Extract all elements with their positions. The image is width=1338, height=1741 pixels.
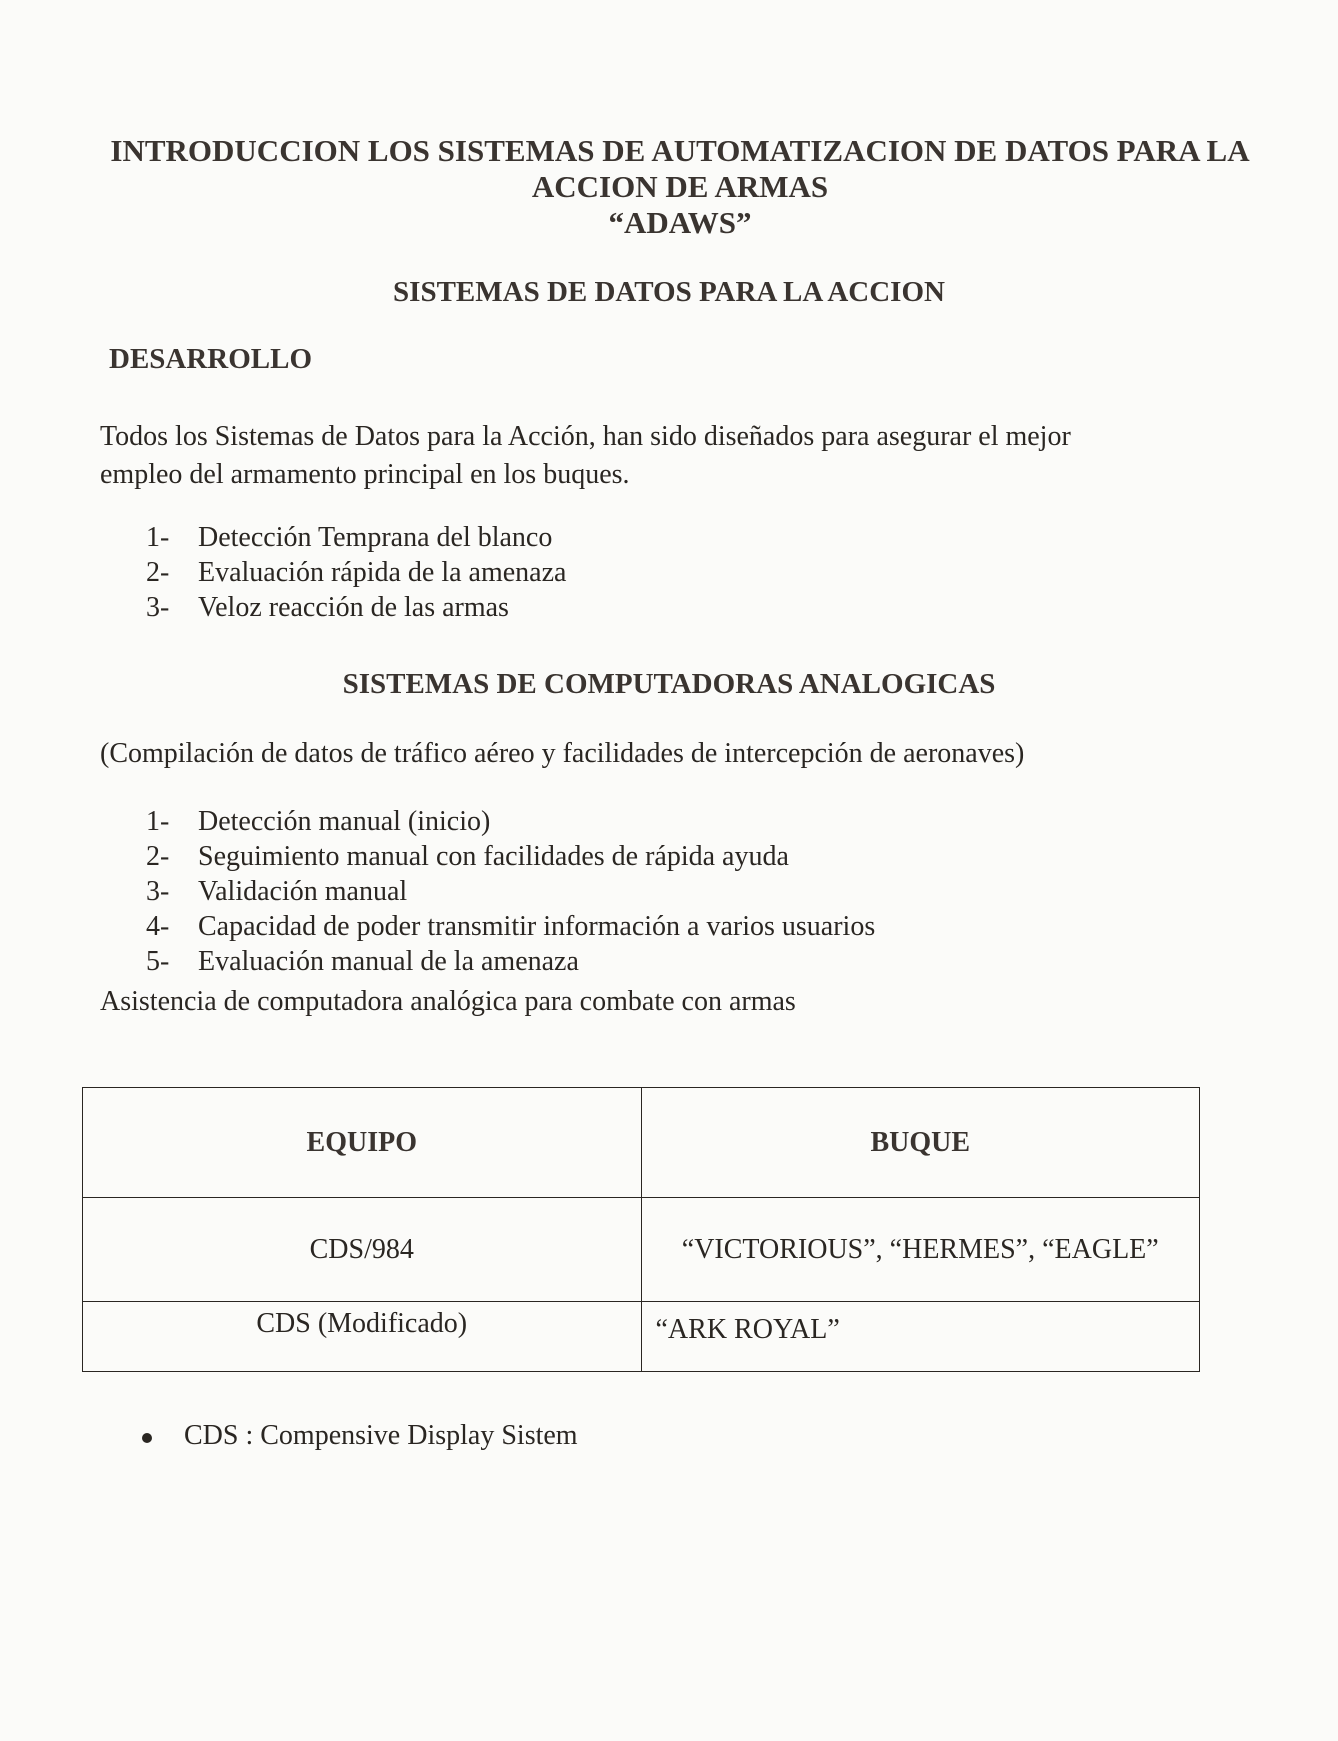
footnote-text: CDS : Compensive Display Sistem (184, 1420, 578, 1451)
table-cell: “ARK ROYAL” (641, 1302, 1200, 1372)
paragraph-line-2: empleo del armamento principal en los buques. (100, 459, 630, 490)
list-item: 3- Validación manual (146, 876, 408, 907)
table-cell: “VICTORIOUS”, “HERMES”, “EAGLE” (641, 1198, 1200, 1302)
list-item: 5- Evaluación manual de la amenaza (146, 946, 579, 977)
section-heading-computadoras: SISTEMAS DE COMPUTADORAS ANALOGICAS (342, 668, 996, 700)
desarrollo-paragraph (100, 418, 1071, 494)
bullet-icon (142, 1433, 152, 1443)
computadoras-list (146, 804, 875, 979)
footnote (142, 1420, 578, 1452)
section2-closing: Asistencia de computadora analógica para combate con armas (100, 986, 796, 1017)
paragraph-line-1: Todos los Sistemas de Datos para la Acción, han sido diseñados para asegurar el mejor (100, 421, 1071, 452)
desarrollo-heading: DESARROLLO (109, 343, 313, 375)
title-line-3: “ADAWS” (608, 205, 752, 240)
table-row (83, 1302, 1200, 1372)
table-header-equipo: EQUIPO (83, 1088, 642, 1198)
list-item: 2- Seguimiento manual con facilidades de rápida ayuda (146, 841, 789, 872)
list-item: 1- Detección manual (inicio) (146, 806, 491, 837)
list-item: 4- Capacidad de poder transmitir información a varios usuarios (146, 911, 876, 942)
table-row (83, 1198, 1200, 1302)
title-line-2: ACCION DE ARMAS (531, 169, 829, 204)
list-item: 2- Evaluación rápida de la amenaza (146, 557, 567, 588)
section2-subtitle: (Compilación de datos de tráfico aéreo y facilidades de intercepción de aeronaves) (100, 738, 1025, 769)
table-cell: CDS/984 (83, 1198, 642, 1302)
desarrollo-list (146, 520, 566, 625)
equipment-table (82, 1087, 1200, 1372)
list-item: 1- Detección Temprana del blanco (146, 522, 553, 553)
list-item: 3- Veloz reacción de las armas (146, 592, 509, 623)
table-header-row (83, 1088, 1200, 1198)
table-header-buque: BUQUE (641, 1088, 1200, 1198)
document-title (80, 133, 1280, 241)
section-heading-datos: SISTEMAS DE DATOS PARA LA ACCION (393, 276, 945, 308)
title-line-1: INTRODUCCION LOS SISTEMAS DE AUTOMATIZACION DE DATOS PARA LA (110, 133, 1250, 168)
table-cell: CDS (Modificado) (83, 1302, 642, 1372)
